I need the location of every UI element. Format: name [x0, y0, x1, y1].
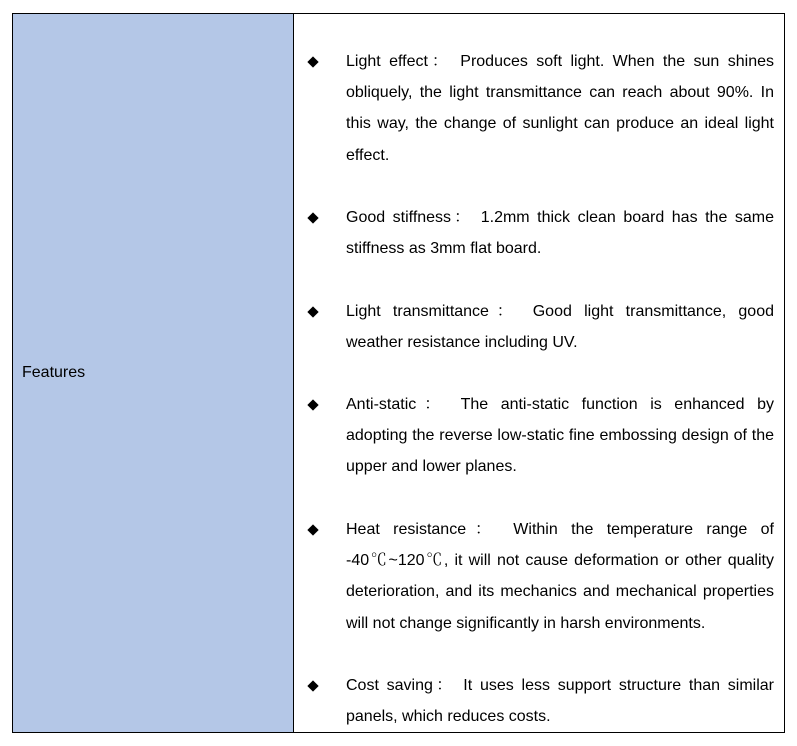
- diamond-bullet-icon: [306, 46, 320, 77]
- feature-text: Light transmittance： Good light transmittance, good weather resistance including UV.: [346, 303, 774, 352]
- diamond-bullet-icon: [306, 514, 320, 545]
- features-label: Features: [22, 364, 86, 381]
- feature-text: Cost saving： It uses less support structure than similar panels, which reduces costs.: [346, 677, 774, 726]
- feature-text: Good stiffness： 1.2mm thick clean board has the same stiffness as 3mm flat board.: [346, 209, 774, 258]
- features-content-cell: [294, 14, 784, 732]
- diamond-bullet-icon: [306, 389, 320, 420]
- diamond-bullet-icon: [306, 296, 320, 327]
- feature-text: Light effect： Produces soft light. When the sun shines obliquely, the light transmittance can reach about 90%. In this way, the change of sunlight can produce an ideal light effect.: [346, 53, 774, 164]
- feature-text: Anti-static： The anti-static function is enhanced by adopting the reverse low-static fine embossing design of the upper and lower planes.: [346, 396, 774, 476]
- diamond-bullet-icon: [306, 670, 320, 701]
- features-table: [12, 13, 785, 733]
- diamond-bullet-icon: [306, 202, 320, 233]
- features-label-cell: [13, 14, 294, 732]
- feature-text: Heat resistance： Within the temperature range of -40℃~120℃, it will not cause deformation or other quality deterioration, and its mechanics and mechanical properties will not change significantly in harsh environments.: [346, 521, 774, 632]
